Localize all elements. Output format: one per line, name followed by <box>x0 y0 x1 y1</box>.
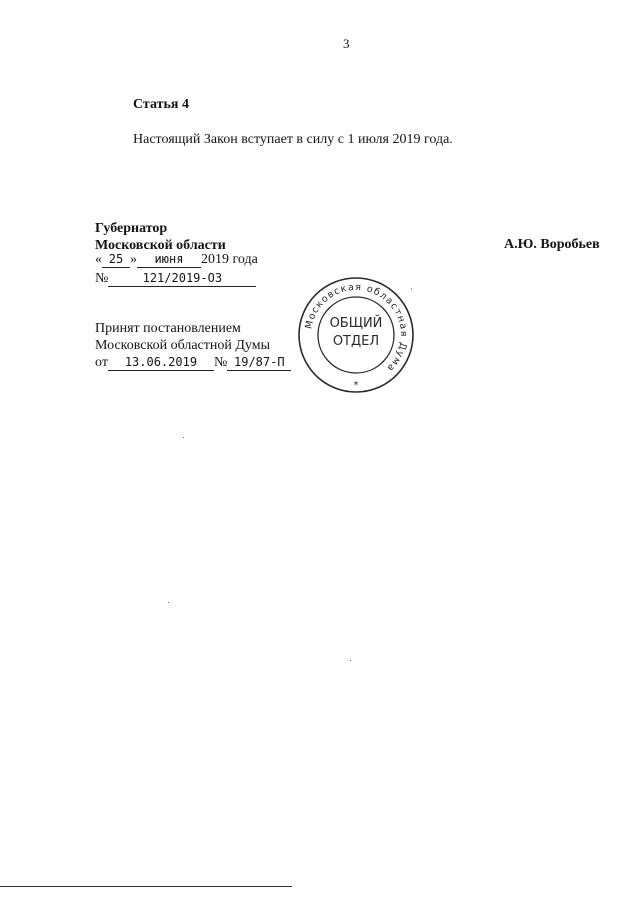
adoption-line1: Принят постановлением <box>95 321 241 336</box>
date-year: 2019 года <box>201 252 258 267</box>
governor-title <box>95 220 226 254</box>
official-stamp <box>296 275 416 395</box>
date-month: июня <box>137 252 201 268</box>
scan-speck <box>168 602 169 603</box>
date-day: 25 <box>102 252 130 268</box>
adoption-number: 19/87-П <box>227 355 291 371</box>
adoption-date: 13.06.2019 <box>108 355 214 371</box>
adoption-line2: Московской областной Думы <box>95 338 270 353</box>
adoption-from-label: от <box>95 355 108 370</box>
adoption-note <box>95 320 270 354</box>
scan-speck <box>411 288 412 289</box>
date-close-quote: » <box>130 252 137 267</box>
stamp-ring-text: Московская областная Дума <box>303 281 410 375</box>
stamp-center-line1: ОБЩИЙ <box>329 316 383 331</box>
article-text: Настоящий Закон вступает в силу с 1 июля 2019 года. <box>133 132 453 147</box>
law-number-label: № <box>95 271 109 286</box>
signing-date <box>95 252 258 268</box>
footer-rule <box>0 886 292 887</box>
governor-name: А.Ю. Воробьев <box>504 237 600 252</box>
governor-title-line1: Губернатор <box>95 221 168 236</box>
law-number <box>95 271 256 287</box>
date-open-quote: « <box>95 252 102 267</box>
law-number-value: 121/2019-ОЗ <box>108 271 256 287</box>
adoption-date-number <box>95 355 291 371</box>
adoption-number-label: № <box>213 355 228 370</box>
scan-speck <box>183 437 184 438</box>
scan-speck <box>350 660 351 661</box>
governor-title-line2: Московской области <box>95 238 226 253</box>
article-heading: Статья 4 <box>133 97 189 112</box>
page-number: 3 <box>343 36 350 51</box>
stamp-star: * <box>353 380 359 391</box>
stamp-center-line2: ОТДЕЛ <box>332 334 380 349</box>
